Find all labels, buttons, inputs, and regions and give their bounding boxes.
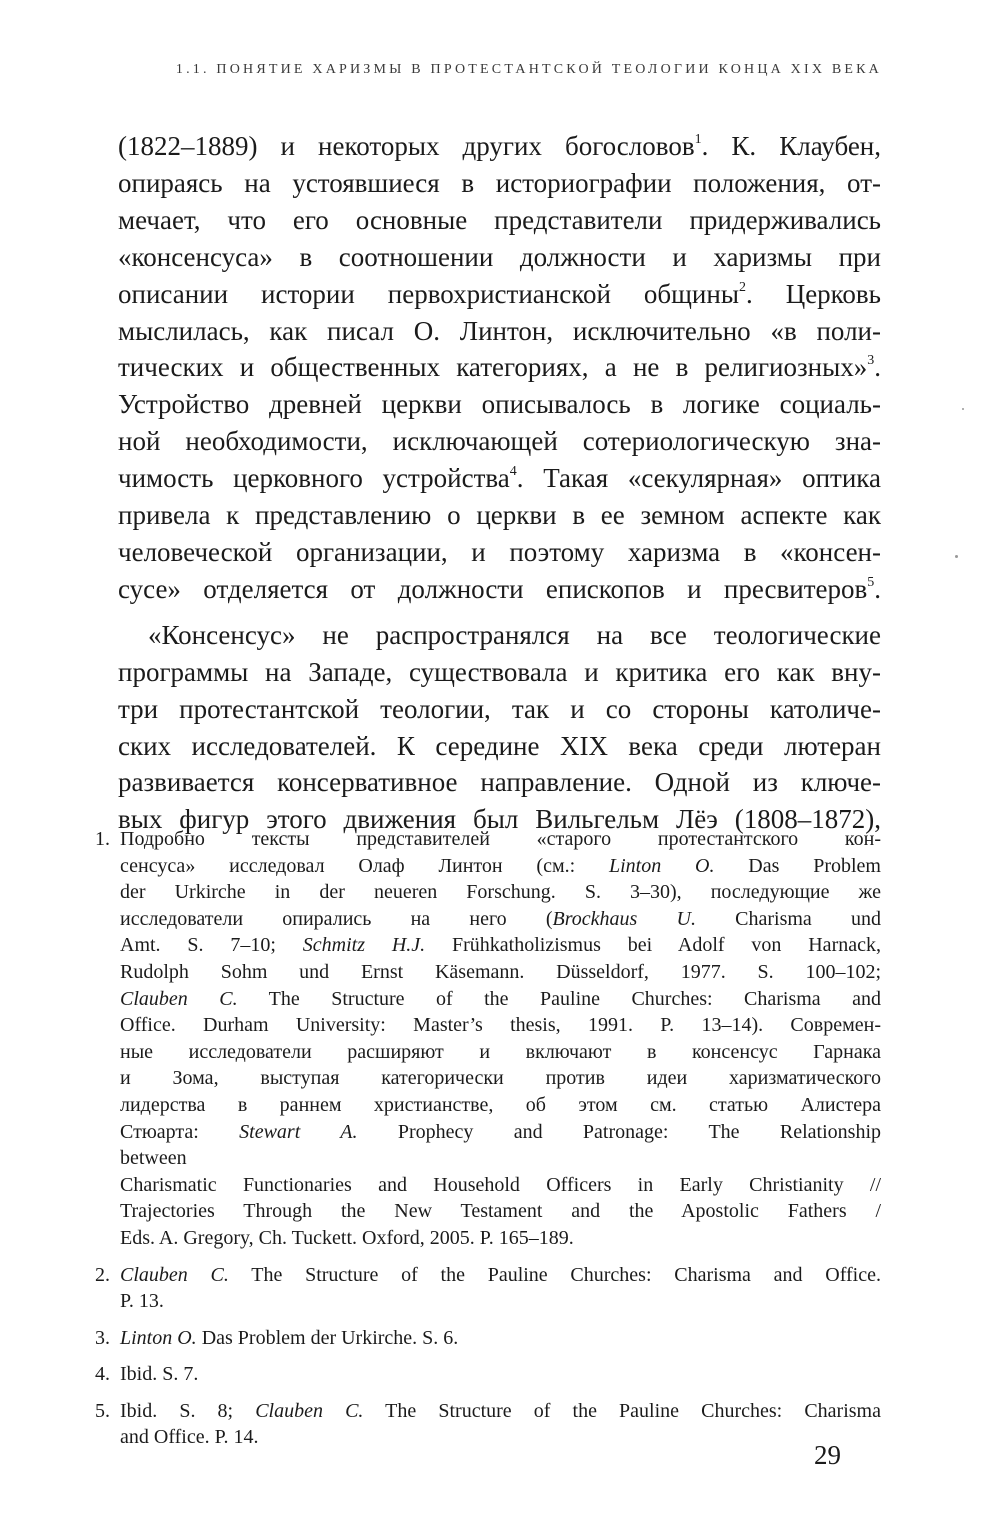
- text-line: мыслилась, как писал О. Линтон, исключительно «в поли-: [118, 315, 881, 346]
- paragraph: [118, 617, 881, 838]
- text-line: der Urkirche in der neueren Forschung. S. 3–30), последующие же: [120, 881, 881, 904]
- footnote-text: [120, 1361, 881, 1388]
- text-line: три протестантской теологии, так и со стороны католиче-: [118, 693, 881, 724]
- footnote-ref[interactable]: 2: [738, 279, 746, 295]
- text-line: мечает, что его основные представители придерживались: [118, 204, 881, 235]
- footnote-text: [120, 1262, 881, 1315]
- text-line: Устройство древней церкви описывалось в логике социаль-: [118, 389, 881, 420]
- footnote-text: [120, 1325, 881, 1352]
- text-line: исследователи опирались на него (Brockhaus U. Charisma und: [120, 907, 881, 930]
- footnote-number: 1.: [95, 828, 110, 850]
- text-line: Eds. A. Gregory, Ch. Tuckett. Oxford, 2005. P. 165–189.: [120, 1226, 574, 1249]
- text-line: ских исследователей. К середине XIX века среди лютеран: [118, 730, 881, 761]
- text-line: and Office. P. 14.: [120, 1426, 259, 1449]
- footnote-3: [95, 1325, 881, 1352]
- text-line: привела к представлению о церкви в ее земном аспекте как: [118, 500, 881, 531]
- paragraph: [118, 128, 881, 608]
- text-line: чимость церковного устройства$^4$. Такая «секулярная» оптика: [118, 463, 881, 494]
- footnote-5: [95, 1398, 881, 1451]
- text-line: (1822–1889) и некоторых других богословов$^1$. К. Клаубен,: [118, 131, 882, 161]
- footnote-text: [120, 826, 881, 1252]
- footnote-text: [120, 1398, 881, 1451]
- text-line: «консенсуса» в соотношении должности и харизмы при: [118, 241, 881, 272]
- text-line: сусе» отделяется от должности епископов и пресвитеров$^5$.: [118, 573, 881, 604]
- text-line: Стюарта: Stewart A. Prophecy and Patronage: The Relationship: [120, 1120, 881, 1143]
- text-line: ные исследователи расширяют и включают в консенсус Гарнака: [120, 1040, 881, 1063]
- scan-speck: [962, 408, 964, 410]
- text-line: Linton O. Das Problem der Urkirche. S. 6.: [120, 1326, 459, 1349]
- text-line: between: [120, 1147, 187, 1170]
- text-line: Clauben C. The Structure of the Pauline Churches: Charisma and Office.: [120, 1263, 881, 1286]
- footnote-ref[interactable]: 1: [694, 132, 702, 147]
- text-line: Clauben C. The Structure of the Pauline Churches: Charisma and: [120, 987, 881, 1010]
- text-line: Charismatic Functionaries and Household Officers in Early Christianity //: [120, 1173, 881, 1196]
- text-line: Amt. S. 7–10; Schmitz H.J. Frühkatholizismus bei Adolf von Harnack,: [120, 934, 881, 957]
- text-line: человеческой организации, и поэтому харизма в «консен-: [118, 536, 881, 567]
- text-line: и Зома, выступая категорически против идеи харизматического: [120, 1067, 881, 1090]
- footnote-ref[interactable]: 5: [867, 574, 875, 590]
- page-number: 29: [814, 1440, 841, 1470]
- text-line: Trajectories Through the New Testament and the Apostolic Fathers /: [120, 1200, 881, 1223]
- footnote-number: 3.: [95, 1326, 110, 1349]
- footnote-2: [95, 1262, 881, 1315]
- footnote-number: 2.: [95, 1263, 110, 1286]
- text-line: Office. Durham University: Master’s thesis, 1991. P. 13–14). Современ-: [120, 1014, 881, 1037]
- text-line: тических и общественных категориях, а не в религиозных»$^3$.: [118, 352, 881, 383]
- footnote-ref[interactable]: 3: [867, 353, 875, 369]
- text-line: программы на Западе, существовала и критика его как вну-: [118, 656, 881, 687]
- footnote-4: [95, 1361, 881, 1388]
- text-line: P. 13.: [120, 1290, 164, 1313]
- text-line: Rudolph Sohm und Ernst Käsemann. Düsseldorf, 1977. S. 100–102;: [120, 960, 881, 983]
- text-line: ной необходимости, исключающей сотериологическую зна-: [118, 426, 881, 457]
- text-line: опираясь на устоявшиеся в историографии положения, от-: [118, 167, 881, 198]
- running-head: 1.1. ПОНЯТИЕ ХАРИЗМЫ В ПРОТЕСТАНТСКОЙ ТЕОЛОГИИ КОНЦА XIX ВЕКА: [175, 62, 882, 77]
- text-line: лидерства в раннем христианстве, об этом см. статью Алистера: [120, 1093, 881, 1116]
- footnotes: [95, 826, 881, 1461]
- footnote-ref[interactable]: 4: [509, 464, 517, 480]
- text-line: Ibid. S. 8; Clauben C. The Structure of the Pauline Churches: Charisma: [120, 1399, 881, 1422]
- footnote-number: 5.: [95, 1399, 110, 1422]
- text-line: Ibid. S. 7.: [120, 1363, 199, 1386]
- footnote-1: [95, 826, 881, 1252]
- scan-speck: [955, 555, 958, 558]
- text-line: вых фигур этого движения был Вильгельм Лёэ (1808–1872),: [118, 804, 881, 835]
- text-line: сенсуса» исследовал Олаф Линтон (см.: Linton O. Das Problem: [120, 854, 881, 877]
- text-line: описании истории первохристианской общины$^2$. Церковь: [118, 278, 881, 309]
- text-line: «Консенсус» не распространялся на все теологические: [148, 619, 881, 650]
- text-line: развивается консервативное направление. Одной из ключе-: [118, 767, 881, 798]
- footnote-number: 4.: [95, 1363, 110, 1386]
- text-line: Подробно тексты представителей «старого протестантского кон-: [120, 828, 881, 850]
- body-text: [118, 128, 881, 838]
